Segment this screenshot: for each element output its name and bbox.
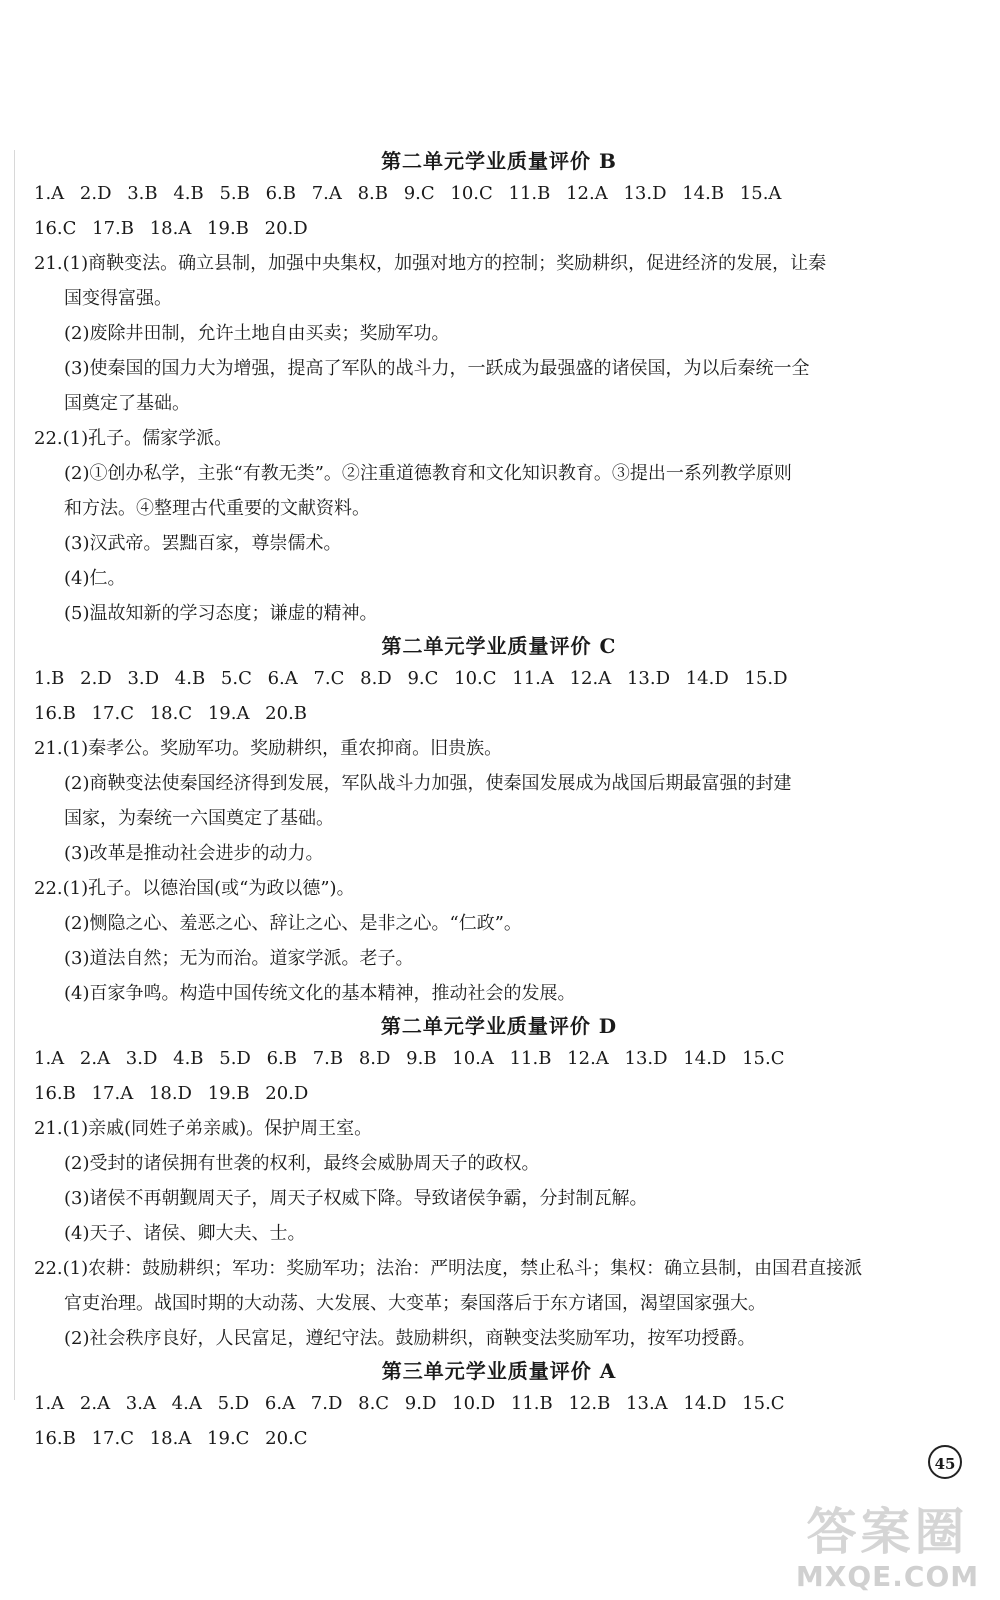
answer-line: (2)受封的诸侯拥有世袭的权利，最终会威胁周天子的政权。 xyxy=(64,1153,540,1174)
answer-line: (3)使秦国的国力大为增强，提高了军队的战斗力，一跃成为最强盛的诸侯国，为以后秦统一全 xyxy=(64,358,810,379)
section-unit3-a xyxy=(34,1356,964,1456)
answer-line: (2)社会秩序良好，人民富足，遵纪守法。鼓励耕织，商鞅变法奖励军功，按军功授爵。 xyxy=(64,1328,756,1349)
watermark-site: MXQE.COM xyxy=(795,1560,980,1593)
mc-answer-line: 16.B 17.C 18.C 19.A 20.B xyxy=(34,703,308,724)
answer-content xyxy=(34,146,964,1456)
section-unit2-d xyxy=(34,1011,964,1356)
watermark-glyphs: 答案圈 xyxy=(806,1503,969,1561)
answer-line: 22.(1)孔子。儒家学派。 xyxy=(34,428,233,449)
answer-line: 21.(1)亲戚(同姓子弟亲戚)。保护周王室。 xyxy=(34,1118,373,1139)
answer-line: (5)温故知新的学习态度；谦虚的精神。 xyxy=(64,603,378,624)
section-title: 第三单元学业质量评价 A xyxy=(381,1359,617,1383)
section-unit2-c xyxy=(34,631,964,1011)
answer-line: 官吏治理。战国时期的大动荡、大发展、大变革；秦国落后于东方诸国，渴望国家强大。 xyxy=(64,1293,766,1314)
answer-line: (4)百家争鸣。构造中国传统文化的基本精神，推动社会的发展。 xyxy=(64,983,576,1004)
answer-line: 国家，为秦统一六国奠定了基础。 xyxy=(64,808,334,829)
answer-line: (2)废除井田制，允许土地自由买卖；奖励军功。 xyxy=(64,323,450,344)
answer-line: (2)商鞅变法使秦国经济得到发展，军队战斗力加强，使秦国发展成为战国后期最富强的封建 xyxy=(64,773,792,794)
answer-line: 21.(1)秦孝公。奖励军功。奖励耕织，重农抑商。旧贵族。 xyxy=(34,738,503,759)
answer-line: 国奠定了基础。 xyxy=(64,393,190,414)
section-title: 第二单元学业质量评价 C xyxy=(381,634,617,658)
page-number-badge: 45 xyxy=(928,1445,962,1479)
answer-line: 22.(1)孔子。以德治国(或“为政以德”)。 xyxy=(34,878,355,899)
mc-answer-line: 1.A 2.A 3.D 4.B 5.D 6.B 7.B 8.D 9.B 10.A 11.B 12.A 13.D 14.D 15.C xyxy=(34,1048,785,1069)
answer-line: (2)①创办私学，主张“有教无类”。②注重道德教育和文化知识教育。③提出一系列教学原则 xyxy=(64,463,792,484)
answer-line: 22.(1)农耕：鼓励耕织；军功：奖励军功；法治：严明法度，禁止私斗；集权：确立县制，由国君直接派 xyxy=(34,1258,863,1279)
mc-answer-line: 16.B 17.A 18.D 19.B 20.D xyxy=(34,1083,309,1104)
section-unit2-b xyxy=(34,146,964,631)
mc-answer-line: 16.B 17.C 18.A 19.C 20.C xyxy=(34,1428,308,1449)
answer-line: (3)改革是推动社会进步的动力。 xyxy=(64,843,324,864)
mc-answer-line: 1.A 2.A 3.A 4.A 5.D 6.A 7.D 8.C 9.D 10.D 11.B 12.B 13.A 14.D 15.C xyxy=(34,1393,785,1414)
answer-line: (3)诸侯不再朝觐周天子，周天子权威下降。导致诸侯争霸，分封制瓦解。 xyxy=(64,1188,648,1209)
answer-line: 国变得富强。 xyxy=(64,288,172,309)
binding-margin-rule xyxy=(14,150,15,1400)
mc-answer-line: 1.A 2.D 3.B 4.B 5.B 6.B 7.A 8.B 9.C 10.C 11.B 12.A 13.D 14.B 15.A xyxy=(34,183,782,204)
mc-answer-line: 16.C 17.B 18.A 19.B 20.D xyxy=(34,218,308,239)
answer-line: (3)道法自然；无为而治。道家学派。老子。 xyxy=(64,948,414,969)
answer-line: (4)天子、诸侯、卿大夫、士。 xyxy=(64,1223,306,1244)
mc-answer-line: 1.B 2.D 3.D 4.B 5.C 6.A 7.C 8.D 9.C 10.C 11.A 12.A 13.D 14.D 15.D xyxy=(34,668,788,689)
answer-line: (2)恻隐之心、羞恶之心、辞让之心、是非之心。“仁政”。 xyxy=(64,913,522,934)
answer-line: (4)仁。 xyxy=(64,568,126,589)
section-title: 第二单元学业质量评价 B xyxy=(381,149,617,173)
watermark-logo xyxy=(780,1505,995,1595)
section-title: 第二单元学业质量评价 D xyxy=(380,1014,618,1038)
answer-line: 21.(1)商鞅变法。确立县制，加强中央集权，加强对地方的控制；奖励耕织，促进经济的发展，让秦 xyxy=(34,253,827,274)
answer-line: (3)汉武帝。罢黜百家，尊崇儒术。 xyxy=(64,533,342,554)
answer-line: 和方法。④整理古代重要的文献资料。 xyxy=(64,498,370,519)
